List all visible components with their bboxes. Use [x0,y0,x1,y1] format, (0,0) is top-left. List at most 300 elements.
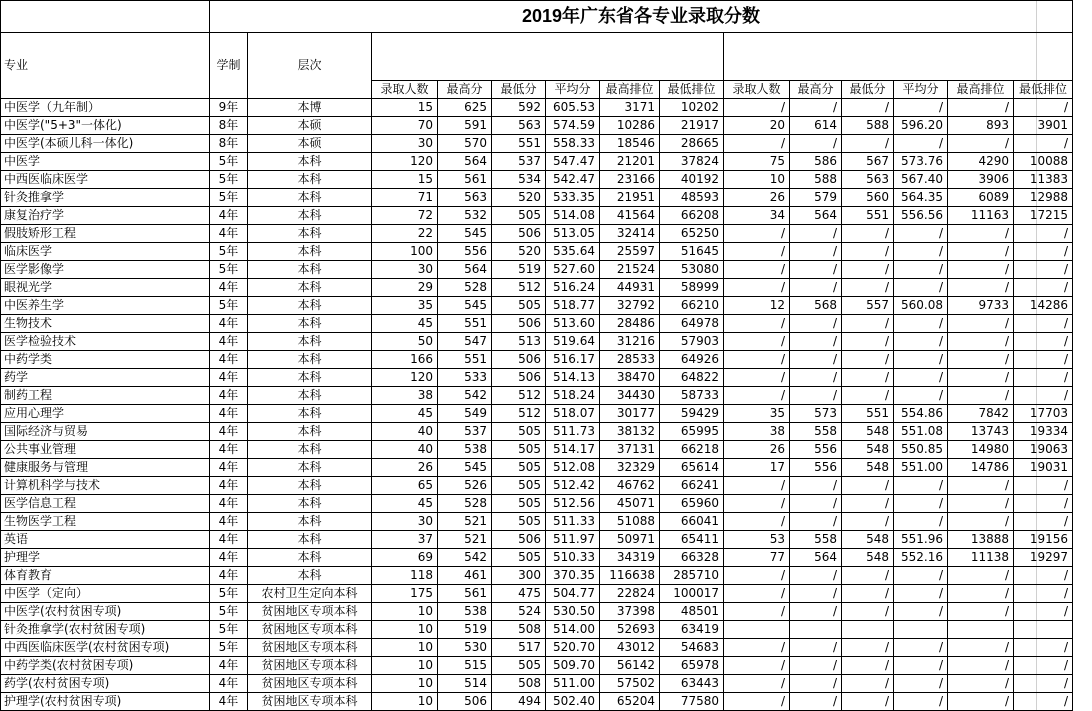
value-cell[interactable]: 17215 [1014,207,1073,225]
value-cell[interactable]: / [1014,603,1073,621]
value-cell[interactable]: 514 [438,675,492,693]
value-cell[interactable]: 520 [492,243,546,261]
value-cell[interactable]: 3906 [948,171,1014,189]
value-cell[interactable]: / [790,657,842,675]
value-cell[interactable]: 14980 [948,441,1014,459]
value-cell[interactable]: / [842,387,894,405]
value-cell[interactable]: 40 [372,423,438,441]
value-cell[interactable]: / [724,693,790,711]
value-cell[interactable]: / [790,603,842,621]
major-cell[interactable]: 中药学类 [1,351,210,369]
years-cell[interactable]: 8年 [210,117,248,135]
value-cell[interactable]: 545 [438,225,492,243]
value-cell[interactable]: 28665 [660,135,724,153]
value-cell[interactable]: 10 [724,171,790,189]
level-cell[interactable]: 本科 [248,387,372,405]
value-cell[interactable]: / [724,495,790,513]
value-cell[interactable]: 512 [492,279,546,297]
years-cell[interactable]: 4年 [210,549,248,567]
value-cell[interactable]: 58733 [660,387,724,405]
value-cell[interactable]: 11383 [1014,171,1073,189]
value-cell[interactable]: 77 [724,549,790,567]
value-cell[interactable]: / [790,279,842,297]
value-cell[interactable]: 29 [372,279,438,297]
years-cell[interactable]: 4年 [210,207,248,225]
value-cell[interactable]: 45071 [600,495,660,513]
value-cell[interactable]: 57502 [600,675,660,693]
level-cell[interactable]: 本科 [248,567,372,585]
value-cell[interactable]: 519 [438,621,492,639]
value-cell[interactable]: 10 [372,657,438,675]
value-cell[interactable]: 118 [372,567,438,585]
value-cell[interactable]: 26 [724,441,790,459]
value-cell[interactable]: 547 [438,333,492,351]
value-cell[interactable]: 516.24 [546,279,600,297]
years-cell[interactable]: 5年 [210,639,248,657]
value-cell[interactable]: 605.53 [546,99,600,117]
value-cell[interactable]: 38132 [600,423,660,441]
value-cell[interactable]: 77580 [660,693,724,711]
value-cell[interactable]: / [948,261,1014,279]
value-cell[interactable]: 28486 [600,315,660,333]
value-cell[interactable]: 545 [438,459,492,477]
value-cell[interactable]: / [790,135,842,153]
value-cell[interactable]: / [948,387,1014,405]
value-cell[interactable]: / [948,351,1014,369]
value-cell[interactable]: / [894,369,948,387]
value-cell[interactable]: / [1014,369,1073,387]
value-cell[interactable]: / [1014,495,1073,513]
value-cell[interactable]: / [1014,387,1073,405]
years-cell[interactable]: 4年 [210,657,248,675]
value-cell[interactable]: 528 [438,495,492,513]
value-cell[interactable]: / [1014,693,1073,711]
value-cell[interactable]: 37 [372,531,438,549]
value-cell[interactable]: 596.20 [894,117,948,135]
value-cell[interactable]: 519.64 [546,333,600,351]
value-cell[interactable]: 547.47 [546,153,600,171]
value-cell[interactable]: 557 [842,297,894,315]
value-cell[interactable]: / [790,693,842,711]
value-cell[interactable]: 534 [492,171,546,189]
value-cell[interactable]: / [790,99,842,117]
value-cell[interactable]: 506 [492,351,546,369]
top-left-blank-cell[interactable] [1,1,210,33]
level-cell[interactable]: 贫困地区专项本科 [248,675,372,693]
value-cell[interactable]: / [790,369,842,387]
value-cell[interactable]: / [790,333,842,351]
value-cell[interactable]: / [894,585,948,603]
value-cell[interactable]: 514.13 [546,369,600,387]
value-cell[interactable]: 50971 [600,531,660,549]
value-cell[interactable]: / [948,243,1014,261]
years-cell[interactable]: 5年 [210,189,248,207]
years-cell[interactable]: 5年 [210,261,248,279]
major-cell[interactable]: 康复治疗学 [1,207,210,225]
level-cell[interactable]: 本科 [248,369,372,387]
level-cell[interactable]: 本科 [248,189,372,207]
value-cell[interactable]: / [894,99,948,117]
value-cell[interactable]: 14786 [948,459,1014,477]
value-cell[interactable]: 505 [492,441,546,459]
value-cell[interactable]: 588 [842,117,894,135]
level-cell[interactable]: 本科 [248,531,372,549]
value-cell[interactable]: / [894,315,948,333]
value-cell[interactable]: 573.76 [894,153,948,171]
level-cell[interactable]: 贫困地区专项本科 [248,639,372,657]
value-cell[interactable]: 514.08 [546,207,600,225]
value-cell[interactable]: / [842,495,894,513]
value-cell[interactable]: 506 [492,225,546,243]
value-cell[interactable]: 23166 [600,171,660,189]
value-cell[interactable]: / [894,675,948,693]
value-cell[interactable]: 66328 [660,549,724,567]
value-cell[interactable]: 614 [790,117,842,135]
value-cell[interactable]: 21917 [660,117,724,135]
years-cell[interactable]: 4年 [210,459,248,477]
value-cell[interactable]: 10 [372,639,438,657]
major-cell[interactable]: 计算机科学与技术 [1,477,210,495]
value-cell[interactable]: 520 [492,189,546,207]
value-cell[interactable]: / [790,351,842,369]
value-cell[interactable]: 19063 [1014,441,1073,459]
level-cell[interactable]: 本科 [248,243,372,261]
value-cell[interactable]: 561 [438,171,492,189]
value-cell[interactable]: / [724,477,790,495]
value-cell[interactable]: 57903 [660,333,724,351]
value-cell[interactable]: 537 [438,423,492,441]
level-cell[interactable]: 本科 [248,207,372,225]
years-cell[interactable]: 4年 [210,441,248,459]
value-cell[interactable]: 512.42 [546,477,600,495]
value-cell[interactable]: / [1014,315,1073,333]
years-cell[interactable]: 5年 [210,621,248,639]
value-cell[interactable]: / [1014,657,1073,675]
value-cell[interactable]: 548 [842,423,894,441]
value-cell[interactable]: / [790,387,842,405]
value-cell[interactable]: 567 [842,153,894,171]
value-cell[interactable]: / [790,477,842,495]
value-cell[interactable]: 21951 [600,189,660,207]
value-cell[interactable]: 505 [492,477,546,495]
value-cell[interactable]: 505 [492,495,546,513]
value-cell[interactable]: 521 [438,531,492,549]
value-cell[interactable]: 48501 [660,603,724,621]
value-cell[interactable]: 32414 [600,225,660,243]
level-cell[interactable]: 本科 [248,225,372,243]
major-cell[interactable]: 中药学类(农村贫困专项) [1,657,210,675]
value-cell[interactable]: 21524 [600,261,660,279]
value-cell[interactable]: 10 [372,675,438,693]
value-cell[interactable]: 563 [842,171,894,189]
value-cell[interactable]: 512.56 [546,495,600,513]
major-cell[interactable]: 国际经济与贸易 [1,423,210,441]
value-cell[interactable]: 551 [842,405,894,423]
value-cell[interactable]: 526 [438,477,492,495]
value-cell[interactable]: 35 [372,297,438,315]
value-cell[interactable]: 66241 [660,477,724,495]
value-cell[interactable]: / [842,585,894,603]
value-cell[interactable]: / [948,279,1014,297]
level-cell[interactable]: 本科 [248,297,372,315]
major-cell[interactable]: 针灸推拿学(农村贫困专项) [1,621,210,639]
major-cell[interactable]: 医学检验技术 [1,333,210,351]
value-cell[interactable]: 564.35 [894,189,948,207]
major-cell[interactable]: 中西医临床医学(农村贫困专项) [1,639,210,657]
value-cell[interactable]: 567.40 [894,171,948,189]
value-cell[interactable]: 30 [372,135,438,153]
value-cell[interactable]: 22824 [600,585,660,603]
value-cell[interactable]: 552.16 [894,549,948,567]
value-cell[interactable]: / [948,675,1014,693]
value-cell[interactable]: / [842,99,894,117]
value-cell[interactable]: / [724,387,790,405]
value-cell[interactable]: / [724,351,790,369]
value-cell[interactable]: / [842,315,894,333]
value-cell[interactable]: 34 [724,207,790,225]
value-cell[interactable]: / [894,693,948,711]
value-cell[interactable]: / [790,315,842,333]
value-cell[interactable]: 175 [372,585,438,603]
level-cell[interactable]: 本科 [248,441,372,459]
value-cell[interactable]: / [894,495,948,513]
value-cell[interactable]: / [948,567,1014,585]
years-cell[interactable]: 4年 [210,423,248,441]
value-cell[interactable]: 65960 [660,495,724,513]
value-cell[interactable]: 514.17 [546,441,600,459]
value-cell[interactable]: 556.56 [894,207,948,225]
major-cell[interactable]: 中医学("5+3"一体化) [1,117,210,135]
value-cell[interactable]: 537 [492,153,546,171]
value-cell[interactable]: / [842,477,894,495]
value-cell[interactable]: 120 [372,153,438,171]
value-cell[interactable]: / [1014,243,1073,261]
value-cell[interactable]: 506 [438,693,492,711]
value-cell[interactable]: / [842,639,894,657]
value-cell[interactable]: / [724,585,790,603]
value-cell[interactable] [790,621,842,639]
value-cell[interactable]: 51645 [660,243,724,261]
value-cell[interactable]: 300 [492,567,546,585]
major-cell[interactable]: 中西医临床医学 [1,171,210,189]
value-cell[interactable]: 535.64 [546,243,600,261]
value-cell[interactable]: 530.50 [546,603,600,621]
value-cell[interactable]: 66041 [660,513,724,531]
value-cell[interactable]: / [724,675,790,693]
value-cell[interactable]: / [894,657,948,675]
value-cell[interactable]: / [894,477,948,495]
value-cell[interactable]: 560 [842,189,894,207]
value-cell[interactable]: 561 [438,585,492,603]
value-cell[interactable]: 32329 [600,459,660,477]
value-cell[interactable]: 625 [438,99,492,117]
value-cell[interactable]: / [948,495,1014,513]
value-cell[interactable]: 588 [790,171,842,189]
value-cell[interactable]: 528 [438,279,492,297]
major-cell[interactable]: 药学 [1,369,210,387]
value-cell[interactable]: 44931 [600,279,660,297]
value-cell[interactable]: 505 [492,549,546,567]
value-cell[interactable]: / [790,243,842,261]
value-cell[interactable]: 370.35 [546,567,600,585]
value-cell[interactable]: / [894,351,948,369]
level-cell[interactable]: 本科 [248,513,372,531]
value-cell[interactable]: 69 [372,549,438,567]
value-cell[interactable]: 518.24 [546,387,600,405]
value-cell[interactable]: 7842 [948,405,1014,423]
value-cell[interactable]: / [842,279,894,297]
value-cell[interactable]: 461 [438,567,492,585]
value-cell[interactable]: 30177 [600,405,660,423]
level-cell[interactable]: 本科 [248,423,372,441]
value-cell[interactable]: 34430 [600,387,660,405]
value-cell[interactable]: / [790,675,842,693]
level-cell[interactable]: 本科 [248,495,372,513]
major-cell[interactable]: 护理学(农村贫困专项) [1,693,210,711]
value-cell[interactable]: 538 [438,603,492,621]
value-cell[interactable]: 570 [438,135,492,153]
value-cell[interactable]: / [948,657,1014,675]
value-cell[interactable]: 511.33 [546,513,600,531]
value-cell[interactable]: / [842,225,894,243]
level-cell[interactable]: 本科 [248,315,372,333]
value-cell[interactable]: / [1014,513,1073,531]
value-cell[interactable]: / [842,513,894,531]
value-cell[interactable]: 30 [372,513,438,531]
value-cell[interactable]: 511.00 [546,675,600,693]
value-cell[interactable]: 19297 [1014,549,1073,567]
value-cell[interactable]: / [1014,675,1073,693]
major-cell[interactable]: 中医学(农村贫困专项) [1,603,210,621]
value-cell[interactable]: 17 [724,459,790,477]
level-cell[interactable]: 本科 [248,279,372,297]
value-cell[interactable]: 551 [492,135,546,153]
value-cell[interactable]: 548 [842,531,894,549]
value-cell[interactable]: / [724,567,790,585]
value-cell[interactable]: 506 [492,531,546,549]
level-cell[interactable]: 本博 [248,99,372,117]
major-cell[interactable]: 药学(农村贫困专项) [1,675,210,693]
value-cell[interactable]: 505 [492,207,546,225]
value-cell[interactable]: / [894,567,948,585]
value-cell[interactable]: 512.08 [546,459,600,477]
value-cell[interactable]: 556 [790,459,842,477]
value-cell[interactable]: / [1014,225,1073,243]
value-cell[interactable]: 511.73 [546,423,600,441]
value-cell[interactable]: 37824 [660,153,724,171]
level-cell[interactable]: 贫困地区专项本科 [248,693,372,711]
years-cell[interactable]: 4年 [210,351,248,369]
value-cell[interactable]: 19031 [1014,459,1073,477]
value-cell[interactable]: 563 [438,189,492,207]
level-cell[interactable]: 本科 [248,351,372,369]
years-cell[interactable]: 4年 [210,405,248,423]
value-cell[interactable] [948,621,1014,639]
value-cell[interactable] [842,621,894,639]
value-cell[interactable]: / [948,603,1014,621]
value-cell[interactable]: 10202 [660,99,724,117]
major-cell[interactable]: 生物医学工程 [1,513,210,531]
major-cell[interactable]: 中医学（九年制） [1,99,210,117]
value-cell[interactable]: / [948,513,1014,531]
value-cell[interactable]: 52693 [600,621,660,639]
value-cell[interactable]: / [790,513,842,531]
value-cell[interactable]: 551.08 [894,423,948,441]
value-cell[interactable]: / [1014,333,1073,351]
value-cell[interactable]: / [894,279,948,297]
value-cell[interactable]: 518.07 [546,405,600,423]
value-cell[interactable]: 573 [790,405,842,423]
value-cell[interactable]: 6089 [948,189,1014,207]
level-cell[interactable]: 本科 [248,153,372,171]
value-cell[interactable]: 63443 [660,675,724,693]
value-cell[interactable]: 519 [492,261,546,279]
value-cell[interactable]: 10286 [600,117,660,135]
value-cell[interactable]: 40 [372,441,438,459]
value-cell[interactable]: 505 [492,423,546,441]
value-cell[interactable]: 506 [492,315,546,333]
value-cell[interactable]: / [724,135,790,153]
value-cell[interactable]: / [842,243,894,261]
value-cell[interactable]: 512 [492,387,546,405]
value-cell[interactable]: 54683 [660,639,724,657]
major-cell[interactable]: 中医养生学 [1,297,210,315]
value-cell[interactable]: 75 [724,153,790,171]
value-cell[interactable]: / [790,639,842,657]
value-cell[interactable]: / [724,261,790,279]
value-cell[interactable]: 533 [438,369,492,387]
value-cell[interactable]: 533.35 [546,189,600,207]
value-cell[interactable]: 564 [790,207,842,225]
value-cell[interactable]: 65614 [660,459,724,477]
value-cell[interactable]: 18546 [600,135,660,153]
value-cell[interactable]: / [790,495,842,513]
years-cell[interactable]: 4年 [210,495,248,513]
value-cell[interactable]: 505 [492,657,546,675]
value-cell[interactable]: 551 [842,207,894,225]
major-cell[interactable]: 制药工程 [1,387,210,405]
value-cell[interactable]: 53080 [660,261,724,279]
value-cell[interactable]: 518.77 [546,297,600,315]
value-cell[interactable]: 66208 [660,207,724,225]
value-cell[interactable]: 548 [842,441,894,459]
years-cell[interactable]: 5年 [210,171,248,189]
value-cell[interactable]: / [724,243,790,261]
value-cell[interactable]: 64822 [660,369,724,387]
value-cell[interactable]: 11138 [948,549,1014,567]
level-cell[interactable]: 贫困地区专项本科 [248,621,372,639]
value-cell[interactable]: / [724,99,790,117]
value-cell[interactable]: 28533 [600,351,660,369]
years-cell[interactable]: 4年 [210,279,248,297]
value-cell[interactable]: 502.40 [546,693,600,711]
value-cell[interactable]: / [724,603,790,621]
level-cell[interactable]: 农村卫生定向本科 [248,585,372,603]
value-cell[interactable]: / [842,567,894,585]
value-cell[interactable]: 505 [492,297,546,315]
years-cell[interactable]: 5年 [210,603,248,621]
major-cell[interactable]: 护理学 [1,549,210,567]
value-cell[interactable]: 51088 [600,513,660,531]
value-cell[interactable]: / [894,135,948,153]
value-cell[interactable]: 508 [492,675,546,693]
value-cell[interactable]: / [1014,585,1073,603]
value-cell[interactable]: 556 [790,441,842,459]
value-cell[interactable]: 13888 [948,531,1014,549]
value-cell[interactable]: 551.00 [894,459,948,477]
value-cell[interactable] [724,621,790,639]
value-cell[interactable]: / [724,315,790,333]
